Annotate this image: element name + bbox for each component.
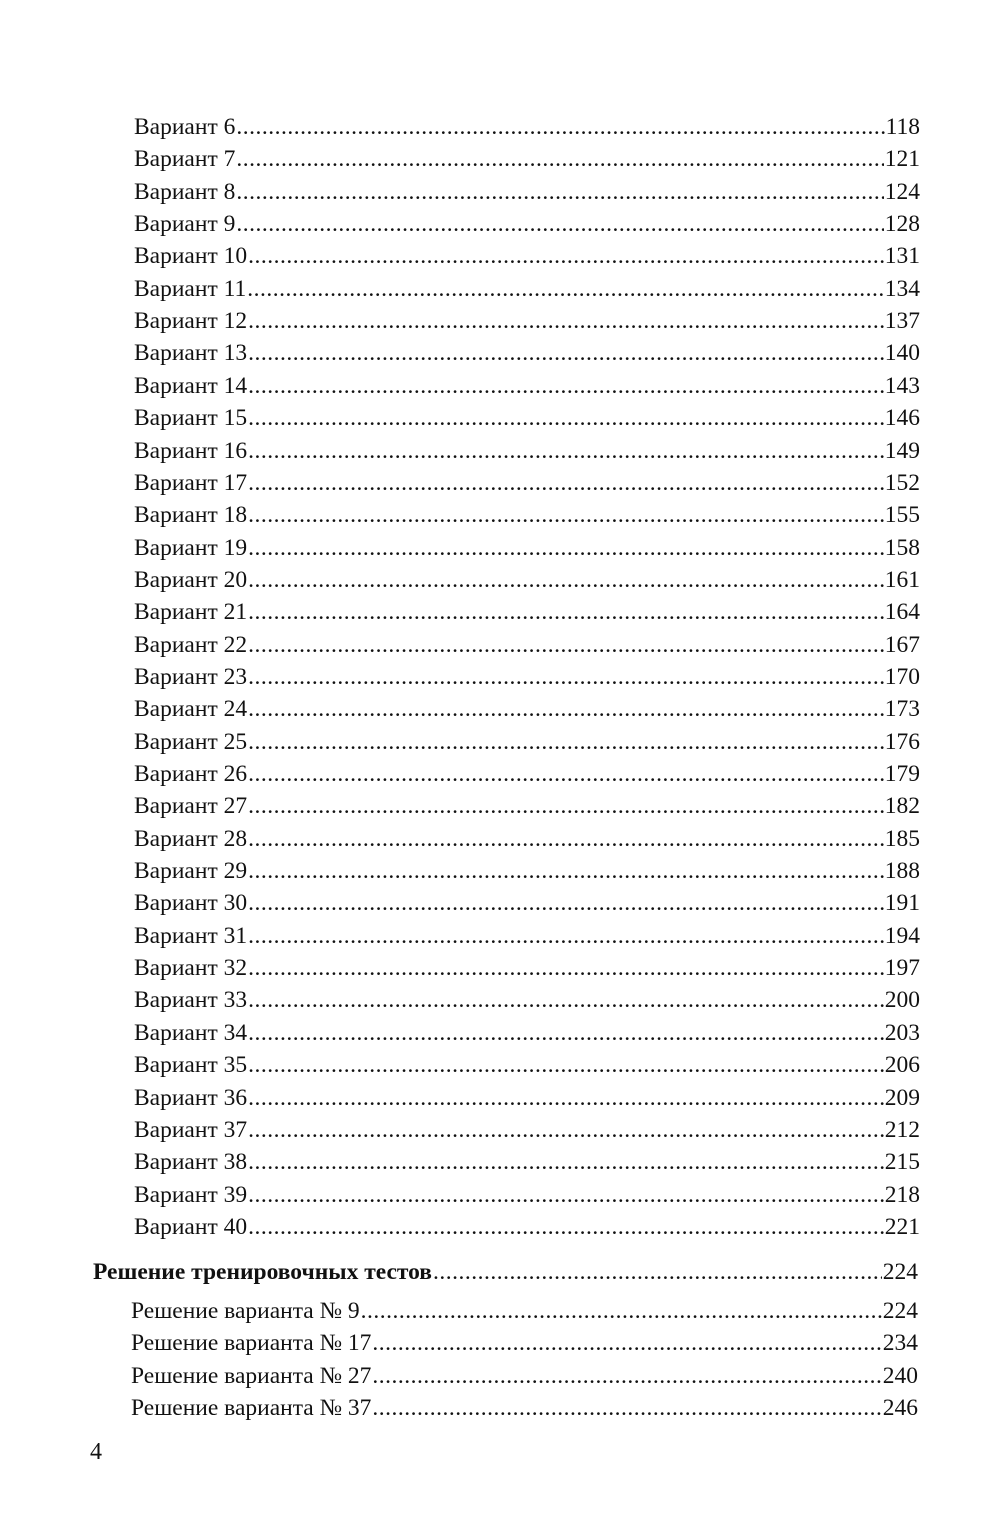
toc-entry[interactable] [134, 1115, 920, 1145]
toc-entry[interactable] [134, 371, 920, 401]
dot-leader [372, 1361, 881, 1391]
toc-entry-page: 164 [884, 599, 920, 626]
toc-entry-page: 140 [884, 340, 920, 367]
toc-entry-label: Вариант 29 [134, 858, 248, 885]
toc-entry[interactable] [134, 1147, 920, 1177]
toc-entry-page: 191 [884, 890, 920, 917]
toc-entry-page: 128 [884, 211, 920, 238]
toc-entry-label: Вариант 38 [134, 1149, 248, 1176]
dot-leader [433, 1257, 882, 1287]
toc-entry[interactable] [131, 1361, 918, 1391]
toc-entry[interactable] [134, 565, 920, 595]
toc-entry[interactable] [134, 500, 920, 530]
toc-entry-label: Вариант 24 [134, 696, 248, 723]
toc-entry[interactable] [134, 953, 920, 983]
toc-entry-label: Решение варианта № 17 [131, 1330, 372, 1357]
dot-leader [236, 209, 883, 239]
dot-leader [248, 338, 884, 368]
toc-section-page: 224 [882, 1259, 918, 1285]
toc-entry-page: 179 [884, 761, 920, 787]
toc-entry-label: Вариант 23 [134, 663, 248, 690]
dot-leader [248, 759, 884, 789]
toc-entry-page: 155 [884, 502, 920, 529]
toc-entry-page: 146 [884, 405, 920, 432]
toc-entry[interactable] [134, 856, 920, 886]
toc-entry-label: Вариант 31 [134, 922, 248, 949]
toc-entry[interactable] [134, 1050, 920, 1080]
toc-entry-label: Вариант 25 [134, 728, 248, 755]
toc-entry[interactable] [134, 144, 920, 174]
dot-leader [248, 824, 884, 854]
dot-leader [248, 306, 884, 336]
dot-leader [247, 274, 884, 304]
toc-entry-label: Вариант 34 [134, 1019, 248, 1046]
toc-entry[interactable] [134, 403, 920, 433]
toc-entry-page: 212 [884, 1116, 920, 1143]
toc-entry-page: 197 [884, 955, 920, 982]
toc-entry-page: 240 [882, 1362, 918, 1389]
dot-leader [248, 403, 884, 433]
toc-entry-label: Вариант 8 [134, 178, 236, 205]
dot-leader [248, 694, 884, 724]
toc-entry[interactable] [134, 1212, 920, 1242]
toc-entry-page: 161 [884, 566, 920, 593]
dot-leader [236, 177, 883, 207]
toc-entry-page: 173 [884, 696, 920, 723]
toc-entry-label: Вариант 13 [134, 340, 248, 367]
dot-leader [372, 1393, 881, 1423]
toc-entry[interactable] [134, 1180, 920, 1210]
dot-leader [248, 500, 884, 530]
toc-entry-label: Вариант 11 [134, 275, 247, 302]
toc-entry-page: 203 [884, 1019, 920, 1046]
toc-entry-page: 218 [884, 1181, 920, 1208]
dot-leader [248, 727, 884, 757]
toc-entry[interactable] [134, 630, 920, 660]
toc-entry-page: 246 [882, 1395, 918, 1422]
toc-entry-page: 200 [884, 987, 920, 1014]
toc-entry[interactable] [134, 921, 920, 951]
toc-entry-page: 149 [884, 437, 920, 464]
toc-entry[interactable] [131, 1328, 918, 1358]
toc-entry-page: 143 [884, 372, 920, 399]
dot-leader [236, 112, 884, 142]
toc-entry-page: 121 [884, 146, 920, 173]
toc-entry-page: 206 [884, 1052, 920, 1079]
toc-entry-label: Вариант 35 [134, 1052, 248, 1079]
page-number: 4 [90, 1439, 102, 1465]
toc-entry[interactable] [134, 824, 920, 854]
toc-entry-label: Вариант 7 [134, 146, 236, 173]
dot-leader [248, 888, 884, 918]
toc-entry[interactable] [134, 241, 920, 271]
toc-entry-label: Вариант 39 [134, 1181, 248, 1208]
dot-leader [248, 1050, 884, 1080]
dot-leader [372, 1328, 881, 1358]
toc-entry-label: Вариант 9 [134, 211, 236, 238]
toc-entry-page: 182 [884, 793, 920, 820]
toc-entry-label: Решение варианта № 27 [131, 1362, 372, 1389]
toc-entry[interactable] [134, 209, 920, 239]
toc-entry[interactable] [134, 759, 920, 789]
toc-entry-page: 176 [884, 728, 920, 755]
toc-entry[interactable] [134, 662, 920, 692]
dot-leader [248, 436, 884, 466]
dot-leader [248, 1147, 884, 1177]
toc-entry[interactable] [134, 338, 920, 368]
toc-entry[interactable] [134, 888, 920, 918]
toc-entry-label: Вариант 17 [134, 469, 248, 496]
dot-leader [248, 856, 884, 886]
toc-entry[interactable] [134, 468, 920, 498]
toc-entry-page: 131 [884, 243, 920, 270]
toc-entry-page: 224 [882, 1298, 918, 1324]
dot-leader [248, 597, 884, 627]
toc-entry-page: 221 [884, 1213, 920, 1240]
toc-section-label: Решение тренировочных тестов [93, 1259, 432, 1285]
dot-leader [248, 921, 884, 951]
dot-leader [248, 1212, 884, 1242]
toc-section-solutions[interactable] [93, 1257, 918, 1287]
dot-leader [248, 630, 884, 660]
toc-entry[interactable] [134, 727, 920, 757]
dot-leader [248, 1083, 884, 1113]
toc-entry-page: 158 [884, 534, 920, 561]
toc-entry[interactable] [134, 306, 920, 336]
dot-leader [361, 1296, 882, 1326]
dot-leader [248, 1180, 884, 1210]
dot-leader [248, 662, 884, 692]
dot-leader [248, 241, 884, 271]
toc-entry-page: 215 [884, 1149, 920, 1176]
toc-entry-label: Решение варианта № 37 [131, 1395, 372, 1422]
toc-entry-page: 134 [884, 275, 920, 302]
toc-entry-label: Вариант 6 [134, 114, 236, 140]
toc-entry-label: Вариант 12 [134, 308, 248, 335]
toc-entry-page: 118 [885, 114, 920, 140]
dot-leader [248, 565, 884, 595]
toc-entry-page: 152 [884, 469, 920, 496]
toc-entry[interactable] [134, 597, 920, 627]
toc-entry-page: 209 [884, 1084, 920, 1111]
toc-entry-label: Решение варианта № 9 [131, 1298, 360, 1324]
toc-entry[interactable] [134, 1083, 920, 1113]
toc-entry[interactable] [134, 791, 920, 821]
toc-entry-page: 137 [884, 308, 920, 335]
toc-entry-label: Вариант 26 [134, 761, 248, 787]
dot-leader [248, 791, 884, 821]
toc-entry-label: Вариант 21 [134, 599, 248, 626]
toc-entry-label: Вариант 33 [134, 987, 248, 1014]
dot-leader [248, 953, 884, 983]
toc-entry[interactable] [131, 1393, 918, 1423]
toc-entry-label: Вариант 36 [134, 1084, 248, 1111]
toc-entry-page: 234 [882, 1330, 918, 1357]
toc-entry-label: Вариант 22 [134, 631, 248, 658]
dot-leader [248, 371, 884, 401]
toc-entry[interactable] [134, 1018, 920, 1048]
dot-leader [248, 468, 884, 498]
toc-entry-label: Вариант 30 [134, 890, 248, 917]
toc-entry-page: 194 [884, 922, 920, 949]
toc-entry-label: Вариант 16 [134, 437, 248, 464]
toc-entry-label: Вариант 40 [134, 1213, 248, 1240]
toc-entry-page: 185 [884, 825, 920, 852]
toc-entry-page: 170 [884, 663, 920, 690]
toc-entry[interactable] [134, 533, 920, 563]
toc-entry[interactable] [134, 274, 920, 304]
dot-leader [248, 533, 884, 563]
toc-entry[interactable] [134, 985, 920, 1015]
toc-entry-label: Вариант 14 [134, 372, 248, 399]
toc-entry-label: Вариант 37 [134, 1116, 248, 1143]
toc-entry-label: Вариант 27 [134, 793, 248, 820]
toc-entry[interactable] [131, 1296, 918, 1326]
toc-entry-page: 124 [884, 178, 920, 205]
toc-entry-label: Вариант 32 [134, 955, 248, 982]
dot-leader [248, 1115, 884, 1145]
dot-leader [248, 1018, 884, 1048]
toc-entry-label: Вариант 20 [134, 566, 248, 593]
toc-entry-label: Вариант 18 [134, 502, 248, 529]
toc-entry-label: Вариант 10 [134, 243, 248, 270]
toc-entry[interactable] [134, 112, 920, 142]
toc-entry-label: Вариант 28 [134, 825, 248, 852]
toc-entry-page: 188 [884, 858, 920, 885]
dot-leader [236, 144, 883, 174]
toc-entry[interactable] [134, 436, 920, 466]
toc-entry-label: Вариант 15 [134, 405, 248, 432]
dot-leader [248, 985, 884, 1015]
toc-entry-page: 167 [884, 631, 920, 658]
toc-entry[interactable] [134, 694, 920, 724]
toc-entry[interactable] [134, 177, 920, 207]
toc-entry-label: Вариант 19 [134, 534, 248, 561]
